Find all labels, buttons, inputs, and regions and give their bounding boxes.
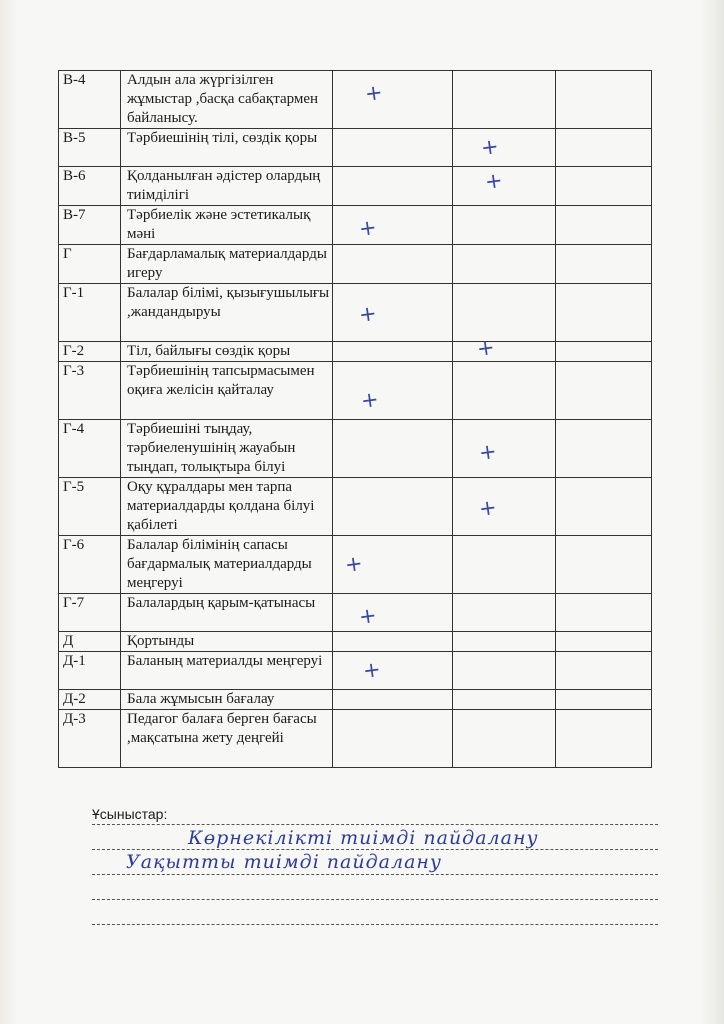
mark-cell-3	[556, 206, 652, 245]
plus-mark: +	[477, 438, 499, 466]
handwritten-recommendation-2: Уақытты тиімді пайдалану	[126, 851, 442, 873]
row-criterion: Алдын ала жүргізілген жұмыстар ,басқа сабақтармен байланысу.	[121, 71, 333, 129]
handwritten-recommendation-1: Көрнекілікті тиімді пайдалану	[188, 827, 539, 849]
mark-cell-2	[453, 420, 556, 478]
mark-cell-2	[453, 167, 556, 206]
mark-cell-1	[333, 284, 453, 342]
mark-cell-2	[453, 334, 556, 362]
row-code: В-7	[59, 206, 121, 245]
recommendations-line-2	[92, 825, 658, 850]
plus-mark: +	[479, 133, 501, 161]
row-criterion: Тәрбиешінің тапсырмасымен оқиға желісін қайталау	[121, 362, 333, 420]
row-criterion: Балалар білімінің сапасы бағдармалық материалдарды меңгеруі	[121, 536, 333, 594]
row-code: Г-5	[59, 478, 121, 536]
row-criterion: Бала жұмысын бағалау	[121, 690, 333, 710]
table-row	[59, 594, 652, 632]
row-code: Г-1	[59, 284, 121, 342]
mark-cell-3	[556, 632, 652, 652]
row-code: Г-6	[59, 536, 121, 594]
mark-cell-1	[333, 632, 453, 652]
mark-cell-3	[556, 342, 652, 362]
row-code: В-6	[59, 167, 121, 206]
recommendations-section	[92, 800, 658, 925]
row-code: Д-3	[59, 710, 121, 768]
mark-cell-2	[453, 632, 556, 652]
mark-cell-1	[333, 710, 453, 768]
row-code: Д	[59, 632, 121, 652]
mark-cell-2	[453, 536, 556, 594]
table-row	[59, 632, 652, 652]
plus-mark: +	[361, 656, 383, 684]
table-row	[59, 478, 652, 536]
mark-cell-2	[453, 652, 556, 690]
mark-cell-1	[333, 206, 453, 245]
row-criterion: Оқу құралдары мен тарпа материалдарды қолдана білуі қабілеті	[121, 478, 333, 536]
row-criterion: Қолданылған әдістер олардың тиімділігі	[121, 167, 333, 206]
mark-cell-3	[556, 710, 652, 768]
row-code: В-4	[59, 71, 121, 129]
row-criterion: Қортынды	[121, 632, 333, 652]
table-row	[59, 536, 652, 594]
mark-cell-1	[333, 652, 453, 690]
plus-mark: +	[475, 334, 497, 362]
mark-cell-3	[556, 167, 652, 206]
row-criterion: Балалар білімі, қызығушылығы ,жандандыруы	[121, 284, 333, 342]
table-row	[59, 284, 652, 342]
mark-cell-3	[556, 652, 652, 690]
table-row	[59, 420, 652, 478]
mark-cell-2	[453, 245, 556, 284]
row-criterion: Бағдарламалық материалдарды игеру	[121, 245, 333, 284]
recommendations-line-4	[92, 875, 658, 900]
mark-cell-2	[453, 284, 556, 342]
row-criterion: Тіл, байлығы сөздік қоры	[121, 342, 333, 362]
recommendations-label: Ұсыныстар:	[92, 806, 168, 822]
table-row	[59, 129, 652, 167]
plus-mark: +	[477, 494, 499, 522]
mark-cell-1	[333, 167, 453, 206]
mark-cell-3	[556, 245, 652, 284]
row-criterion: Тәрбиешінің тілі, сөздік қоры	[121, 129, 333, 167]
row-code: Г-4	[59, 420, 121, 478]
mark-cell-1	[333, 129, 453, 167]
row-code: Г-7	[59, 594, 121, 632]
plus-mark: +	[357, 300, 379, 328]
mark-cell-3	[556, 594, 652, 632]
mark-cell-1	[333, 342, 453, 362]
recommendations-line-3	[92, 850, 658, 875]
table-row	[59, 71, 652, 129]
mark-cell-1	[333, 690, 453, 710]
table-row	[59, 362, 652, 420]
mark-cell-2	[453, 478, 556, 536]
evaluation-table	[58, 70, 652, 768]
mark-cell-2	[453, 129, 556, 167]
plus-mark: +	[359, 386, 381, 414]
mark-cell-1	[333, 71, 453, 129]
plus-mark: +	[483, 167, 505, 195]
mark-cell-1	[333, 594, 453, 632]
row-criterion: Балалардың қарым-қатынасы	[121, 594, 333, 632]
mark-cell-1	[333, 362, 453, 420]
mark-cell-3	[556, 71, 652, 129]
mark-cell-1	[333, 420, 453, 478]
mark-cell-1	[333, 536, 453, 594]
plus-mark: +	[357, 214, 379, 242]
mark-cell-2	[453, 710, 556, 768]
plus-mark: +	[357, 602, 379, 630]
row-code: Д-1	[59, 652, 121, 690]
row-criterion: Баланың материалды меңгеруі	[121, 652, 333, 690]
mark-cell-2	[453, 594, 556, 632]
row-criterion: Тәрбиешіні тыңдау, тәрбиеленушінің жауабын тыңдап, толықтыра білуі	[121, 420, 333, 478]
plus-mark: +	[363, 79, 385, 107]
recommendations-line-5	[92, 900, 658, 925]
mark-cell-3	[556, 690, 652, 710]
row-criterion: Педагог балаға берген бағасы ,мақсатына жету деңгейі	[121, 710, 333, 768]
mark-cell-3	[556, 478, 652, 536]
mark-cell-2	[453, 71, 556, 129]
mark-cell-3	[556, 362, 652, 420]
table-row	[59, 710, 652, 768]
mark-cell-1	[333, 245, 453, 284]
mark-cell-3	[556, 420, 652, 478]
table-row	[59, 690, 652, 710]
mark-cell-2	[453, 690, 556, 710]
mark-cell-3	[556, 536, 652, 594]
row-code: Г-2	[59, 342, 121, 362]
plus-mark: +	[343, 550, 365, 578]
row-criterion: Тәрбиелік және эстетикалық мәні	[121, 206, 333, 245]
table-row	[59, 245, 652, 284]
mark-cell-2	[453, 206, 556, 245]
table-row	[59, 652, 652, 690]
row-code: В-5	[59, 129, 121, 167]
row-code: Г	[59, 245, 121, 284]
mark-cell-2	[453, 362, 556, 420]
table-row	[59, 206, 652, 245]
row-code: Г-3	[59, 362, 121, 420]
row-code: Д-2	[59, 690, 121, 710]
table-row	[59, 167, 652, 206]
mark-cell-3	[556, 284, 652, 342]
recommendations-line-1	[92, 800, 658, 825]
mark-cell-1	[333, 478, 453, 536]
table-row	[59, 342, 652, 362]
mark-cell-3	[556, 129, 652, 167]
